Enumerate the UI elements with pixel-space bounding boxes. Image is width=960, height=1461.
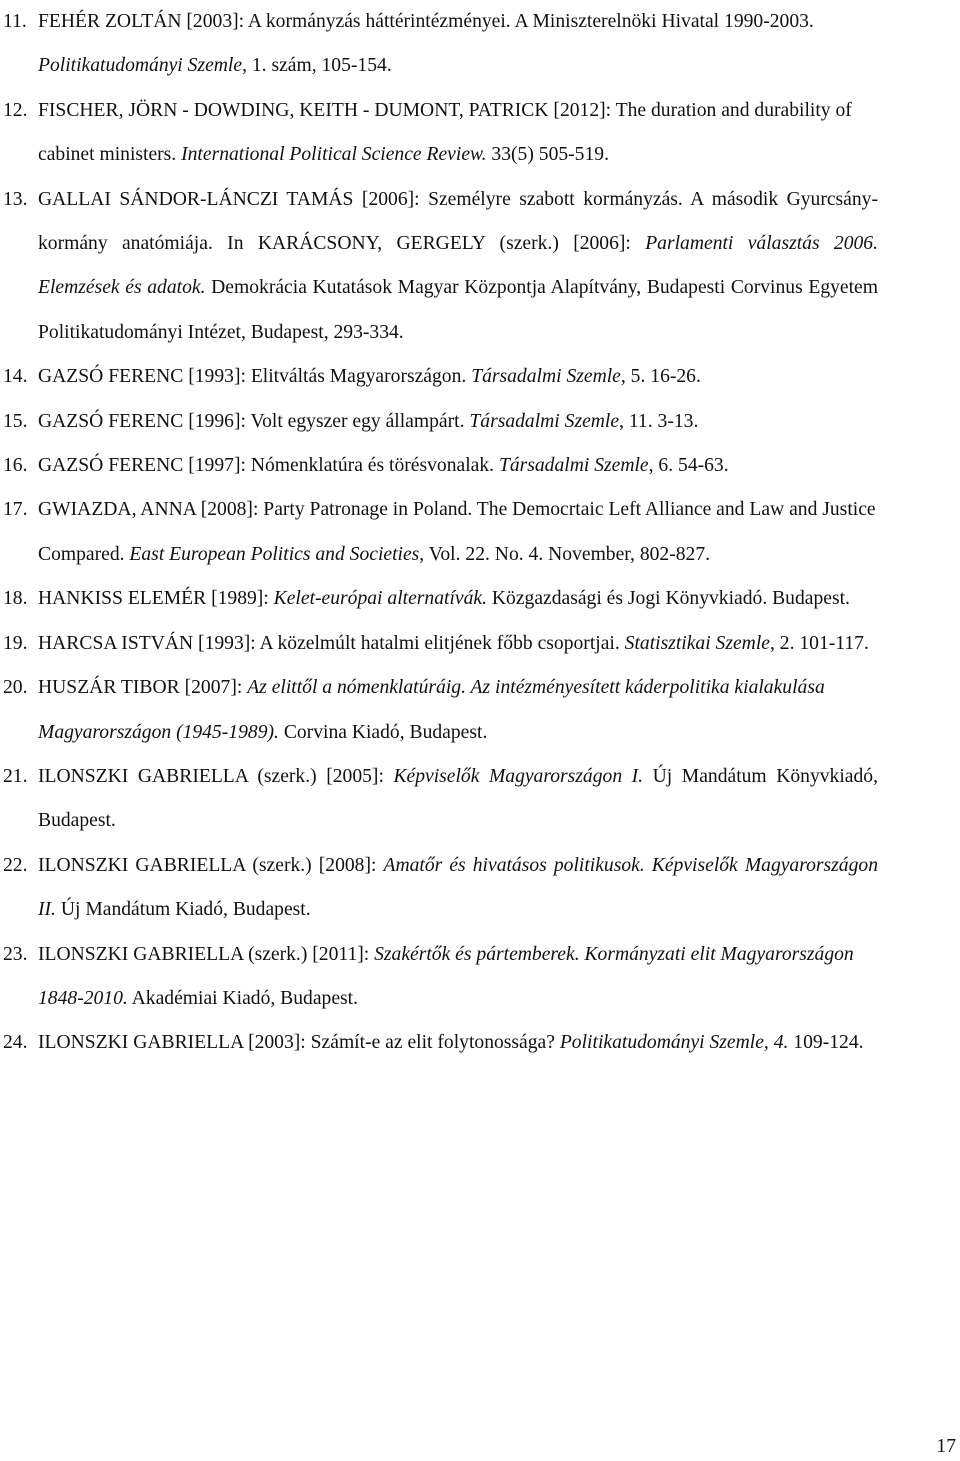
reference-text: Demokrácia Kutatások Magyar Központja Alapítvány, Budapesti Corvinus Egyetem Politikatudományi Intézet, Budapest, 293-334. — [38, 277, 878, 343]
reference-number: 22. — [3, 854, 28, 876]
reference-entry — [3, 577, 878, 621]
reference-text: GAZSÓ FERENC [1996]: Volt egyszer egy állampárt. — [38, 410, 470, 432]
reference-list — [3, 0, 878, 1066]
reference-title-italic: Parlamenti választás 2006. Elemzések és adatok. — [38, 233, 878, 299]
reference-text: Új Mandátum Kiadó, Budapest. — [55, 899, 311, 921]
reference-text: HARCSA ISTVÁN [1993]: A közelmúlt hatalmi elitjének főbb csoportjai. — [38, 632, 625, 654]
reference-number: 13. — [3, 188, 28, 210]
reference-title-italic: Társadalmi Szemle — [469, 410, 620, 432]
reference-text: , 6. 54-63. — [648, 455, 729, 477]
page-number: 17 — [936, 1436, 956, 1457]
reference-entry — [3, 178, 878, 356]
reference-entry — [3, 89, 878, 178]
reference-text: , 5. 16-26. — [620, 366, 701, 388]
reference-number: 23. — [3, 943, 28, 965]
reference-text: ILONSZKI GABRIELLA (szerk.) [2011]: — [38, 943, 375, 965]
reference-entry — [3, 444, 878, 488]
reference-title-italic: East European Politics and Societies — [129, 543, 420, 565]
reference-title-italic: Szakértők és pártemberek. Kormányzati elit Magyarországon 1848-2010. — [38, 943, 854, 1009]
reference-number: 15. — [3, 410, 28, 432]
reference-text: HANKISS ELEMÉR [1989]: — [38, 588, 274, 610]
reference-text: 33(5) 505-519. — [486, 144, 609, 166]
reference-number: 18. — [3, 588, 28, 610]
reference-title-italic: Társadalmi Szemle — [471, 366, 621, 388]
reference-title-italic: Kelet-európai alternatívák. — [273, 588, 487, 610]
reference-text: GAZSÓ FERENC [1993]: Elitváltás Magyarországon. — [38, 366, 472, 388]
reference-text: : A kormányzás háttérintézményei. A Miniszterelnöki Hivatal 1990-2003. — [238, 11, 814, 32]
reference-title-italic: Az elittől a nómenklatúráig. Az intézményesített káderpolitika kialakulása Magyarországon (1945-1989). — [38, 677, 825, 743]
reference-text: Közgazdasági és Jogi Könyvkiadó. Budapest. — [486, 588, 850, 610]
reference-entry — [3, 1021, 878, 1065]
reference-text: 109-124. — [788, 1032, 864, 1054]
reference-title-italic: Képviselők Magyarországon I. — [393, 765, 644, 787]
reference-entry — [3, 666, 878, 755]
reference-entry — [3, 844, 878, 933]
reference-title-italic: Amatőr és hivatásos politikusok. Képviselők Magyarországon II. — [38, 854, 878, 921]
reference-number: 11. — [3, 11, 27, 32]
reference-number: 21. — [3, 765, 28, 787]
reference-text: Új Mandátum Könyvkiadó, Budapest. — [38, 765, 878, 832]
reference-text: GAZSÓ FERENC [1997]: Nómenklatúra és törésvonalak. — [38, 455, 499, 477]
reference-number: 19. — [3, 632, 28, 654]
reference-text: , 2. 101-117. — [769, 632, 869, 654]
reference-text: FISCHER, JÖRN - DOWDING, KEITH - DUMONT, PATRICK [2012]: The duration and durability of cabinet ministers. — [38, 99, 852, 166]
reference-text: Akadémiai Kiadó, Budapest. — [127, 987, 358, 1009]
reference-entry — [3, 622, 878, 666]
reference-title-italic: Társadalmi Szemle — [498, 455, 649, 477]
reference-text: ILONSZKI GABRIELLA (szerk.) [2008]: — [38, 854, 384, 876]
reference-entry — [3, 0, 878, 89]
reference-title-italic: Politikatudományi Szemle, 4. — [559, 1032, 789, 1054]
reference-text: , Vol. 22. No. 4. November, 802-827. — [419, 543, 711, 565]
reference-number: 24. — [3, 1032, 28, 1054]
reference-entry — [3, 400, 878, 444]
reference-number: 12. — [3, 99, 28, 121]
reference-text: Corvina Kiadó, Budapest. — [278, 721, 488, 743]
reference-text: , 1. szám, 105-154. — [242, 55, 392, 77]
reference-text: GALLAI SÁNDOR-LÁNCZI TAMÁS [2006]: Személyre szabott kormányzás. A második Gyurcsány-kormány anatómiája. In KARÁCSONY, GERGELY (szerk.) [2006]: — [38, 188, 878, 255]
reference-text: FEHÉR ZOLTÁN [2003] — [38, 11, 239, 32]
reference-text: GWIAZDA, ANNA [2008]: Party Patronage in Poland. The Democrtaic Left Alliance and Law and Justice Compared. — [38, 499, 876, 565]
reference-title-italic: Statisztikai Szemle — [624, 632, 770, 654]
reference-text: ILONSZKI GABRIELLA [2003]: Számít-e az elit folytonossága? — [38, 1032, 560, 1054]
reference-number: 20. — [3, 677, 28, 699]
reference-entry — [3, 488, 878, 577]
reference-number: 16. — [3, 455, 28, 477]
reference-title-italic: Politikatudományi Szemle — [38, 55, 243, 77]
reference-text: , 11. 3-13. — [619, 410, 699, 432]
reference-text: HUSZÁR TIBOR [2007]: — [38, 677, 248, 699]
reference-entry — [3, 355, 878, 399]
reference-number: 14. — [3, 366, 28, 388]
reference-entry — [3, 933, 878, 1022]
reference-entry — [3, 755, 878, 844]
reference-title-italic: International Political Science Review. — [181, 144, 487, 166]
reference-text: ILONSZKI GABRIELLA (szerk.) [2005]: — [38, 765, 394, 787]
reference-number: 17. — [3, 499, 28, 521]
